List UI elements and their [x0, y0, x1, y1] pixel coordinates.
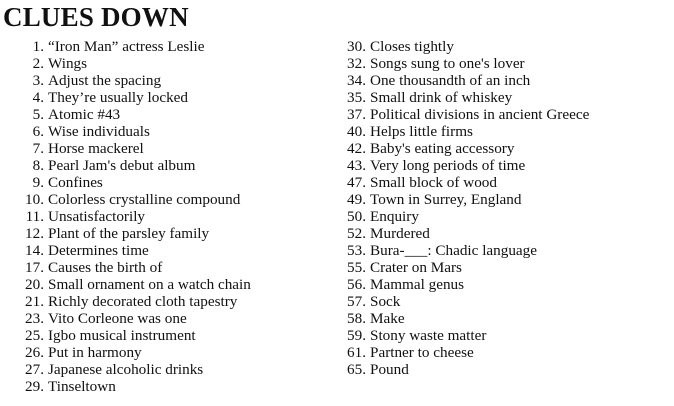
- clue-item: [335, 276, 670, 293]
- clue-text: Richly decorated cloth tapestry: [48, 293, 238, 310]
- clue-item: [0, 55, 333, 72]
- clue-item: [0, 106, 333, 123]
- clue-number: 10.: [25, 191, 44, 208]
- clue-number: 21.: [25, 293, 44, 310]
- clue-item: [335, 344, 670, 361]
- clue-number: 12.: [25, 225, 44, 242]
- clue-item: [0, 259, 333, 276]
- clue-text: Sock: [370, 293, 401, 310]
- clue-text: Small drink of whiskey: [370, 89, 513, 106]
- clue-item: [0, 242, 333, 259]
- clue-item: [335, 157, 670, 174]
- clue-number: 27.: [25, 361, 44, 378]
- clue-text: Pearl Jam's debut album: [48, 157, 196, 174]
- clue-number: 58.: [347, 310, 366, 327]
- clue-item: [335, 259, 670, 276]
- clue-item: [335, 225, 670, 242]
- clue-number: 4.: [32, 89, 44, 106]
- clue-item: [335, 140, 670, 157]
- clue-item: [335, 123, 670, 140]
- clue-number: 26.: [25, 344, 44, 361]
- clue-number: 6.: [32, 123, 44, 140]
- clue-text: Vito Corleone was one: [48, 310, 187, 327]
- clue-item: [0, 276, 333, 293]
- clue-number: 20.: [25, 276, 44, 293]
- clue-number: 59.: [347, 327, 366, 344]
- clue-text: Baby's eating accessory: [370, 140, 515, 157]
- clue-text: Crater on Mars: [370, 259, 462, 276]
- clue-number: 2.: [32, 55, 44, 72]
- clue-number: 9.: [32, 174, 44, 191]
- clue-number: 25.: [25, 327, 44, 344]
- clue-number: 65.: [347, 361, 366, 378]
- clue-text: Pound: [370, 361, 409, 378]
- clue-item: [0, 72, 333, 89]
- clue-item: [0, 89, 333, 106]
- clue-text: Determines time: [48, 242, 149, 259]
- clue-text: Political divisions in ancient Greece: [370, 106, 590, 123]
- clue-number: 29.: [25, 378, 44, 395]
- clue-item: [0, 174, 333, 191]
- clue-number: 3.: [32, 72, 44, 89]
- clue-item: [335, 38, 670, 55]
- clue-text: “Iron Man” actress Leslie: [48, 38, 205, 55]
- clue-text: Murdered: [370, 225, 430, 242]
- clue-item: [0, 157, 333, 174]
- clue-number: 7.: [32, 140, 44, 157]
- clue-text: They’re usually locked: [48, 89, 189, 106]
- clue-text: Causes the birth of: [48, 259, 163, 276]
- clue-number: 56.: [347, 276, 366, 293]
- clue-number: 49.: [347, 191, 366, 208]
- clue-item: [0, 225, 333, 242]
- clue-text: One thousandth of an inch: [370, 72, 531, 89]
- clue-item: [335, 208, 670, 225]
- clue-item: [335, 310, 670, 327]
- clue-item: [335, 327, 670, 344]
- clue-item: [0, 327, 333, 344]
- clue-number: 8.: [32, 157, 44, 174]
- clue-text: Plant of the parsley family: [48, 225, 210, 242]
- clue-item: [0, 191, 333, 208]
- clue-number: 17.: [25, 259, 44, 276]
- clue-item: [335, 242, 670, 259]
- clue-text: Tinseltown: [48, 378, 116, 395]
- clue-item: [335, 191, 670, 208]
- clue-text: Put in harmony: [48, 344, 142, 361]
- clue-text: Igbo musical instrument: [48, 327, 196, 344]
- clue-text: Mammal genus: [370, 276, 465, 293]
- clue-item: [335, 55, 670, 72]
- clue-number: 42.: [347, 140, 366, 157]
- clue-item: [0, 293, 333, 310]
- clue-text: Adjust the spacing: [48, 72, 162, 89]
- clue-number: 1.: [32, 38, 44, 55]
- clue-text: Helps little firms: [370, 123, 473, 140]
- clue-text: Unsatisfactorily: [48, 208, 146, 225]
- clue-text: Bura-___: Chadic language: [370, 242, 538, 259]
- clue-item: [0, 208, 333, 225]
- clue-text: Small block of wood: [370, 174, 497, 191]
- clue-number: 40.: [347, 123, 366, 140]
- clue-text: Horse mackerel: [48, 140, 144, 157]
- clue-text: Small ornament on a watch chain: [48, 276, 251, 293]
- clue-item: [0, 38, 333, 55]
- clue-text: Town in Surrey, England: [370, 191, 522, 208]
- clue-number: 14.: [25, 242, 44, 259]
- clue-list-right: [335, 38, 670, 378]
- page-title: CLUES DOWN: [3, 2, 189, 32]
- clue-text: Very long periods of time: [370, 157, 526, 174]
- clue-text: Make: [370, 310, 405, 327]
- clue-number: 23.: [25, 310, 44, 327]
- clue-number: 61.: [347, 344, 366, 361]
- clue-text: Wise individuals: [48, 123, 150, 140]
- clue-number: 52.: [347, 225, 366, 242]
- clue-text: Confines: [48, 174, 103, 191]
- clue-text: Closes tightly: [370, 38, 454, 55]
- clue-list-left: [0, 38, 333, 395]
- clue-text: Atomic #43: [48, 106, 121, 123]
- clue-text: Wings: [48, 55, 88, 72]
- clue-number: 5.: [32, 106, 44, 123]
- clue-item: [0, 344, 333, 361]
- clue-text: Japanese alcoholic drinks: [48, 361, 204, 378]
- clue-item: [0, 378, 333, 395]
- clue-item: [0, 123, 333, 140]
- clue-number: 55.: [347, 259, 366, 276]
- clue-item: [335, 72, 670, 89]
- clue-text: Songs sung to one's lover: [370, 55, 525, 72]
- clue-item: [0, 140, 333, 157]
- clue-text: Colorless crystalline compound: [48, 191, 241, 208]
- clue-item: [335, 293, 670, 310]
- clue-number: 34.: [347, 72, 366, 89]
- clue-item: [0, 361, 333, 378]
- clue-text: Enquiry: [370, 208, 419, 225]
- clue-number: 53.: [347, 242, 366, 259]
- clue-number: 43.: [347, 157, 366, 174]
- clue-number: 50.: [347, 208, 366, 225]
- clue-item: [335, 89, 670, 106]
- clue-number: 11.: [25, 208, 44, 225]
- clue-item: [0, 310, 333, 327]
- clue-number: 35.: [347, 89, 366, 106]
- clue-number: 37.: [347, 106, 366, 123]
- clue-number: 30.: [347, 38, 366, 55]
- clue-text: Partner to cheese: [370, 344, 474, 361]
- clue-text: Stony waste matter: [370, 327, 487, 344]
- clue-number: 32.: [347, 55, 366, 72]
- clue-number: 47.: [347, 174, 366, 191]
- clue-number: 57.: [347, 293, 366, 310]
- clue-item: [335, 361, 670, 378]
- clue-item: [335, 106, 670, 123]
- clue-item: [335, 174, 670, 191]
